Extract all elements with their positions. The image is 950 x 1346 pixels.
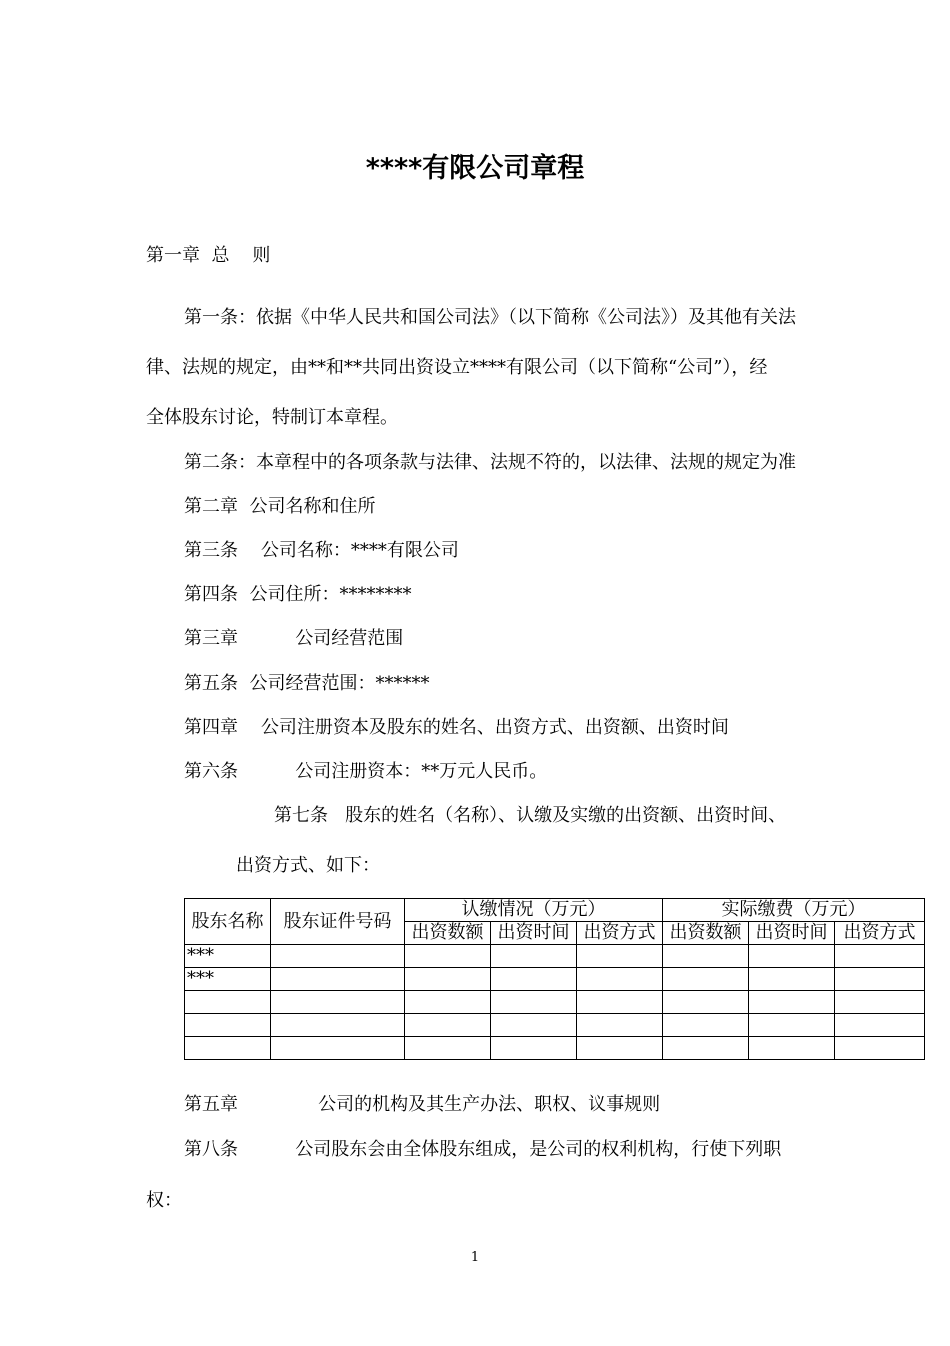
table-cell <box>271 1037 405 1060</box>
table-cell <box>405 1037 491 1060</box>
table-cell <box>491 991 577 1014</box>
table-cell <box>749 1037 835 1060</box>
shareholder-table <box>184 898 925 1060</box>
subheader-time: 出资时间 <box>491 922 577 945</box>
table-cell <box>835 945 925 968</box>
table-row <box>185 1014 925 1037</box>
table-row <box>185 968 925 991</box>
table-row <box>185 945 925 968</box>
table-cell <box>835 991 925 1014</box>
table-cell <box>271 1014 405 1037</box>
table-cell <box>577 945 663 968</box>
article-3: 第三条 公司名称：****有限公司 <box>184 540 459 561</box>
table-cell <box>749 945 835 968</box>
table-header-row <box>185 899 925 922</box>
article-4: 第四条 公司住所：******** <box>184 584 412 605</box>
table-cell <box>271 945 405 968</box>
header-paid: 实际缴费（万元） <box>663 899 925 922</box>
table-cell <box>749 1014 835 1037</box>
header-id-number: 股东证件号码 <box>271 899 405 945</box>
article-8-line-2: 权： <box>146 1190 182 1211</box>
article-1-line-1: 第一条：依据《中华人民共和国公司法》（以下简称《公司法》）及其他有关法 <box>184 307 796 328</box>
table-cell <box>271 991 405 1014</box>
table-cell <box>663 1014 749 1037</box>
subheader-amount: 出资数额 <box>405 922 491 945</box>
table-cell <box>491 945 577 968</box>
header-subscribed: 认缴情况（万元） <box>405 899 663 922</box>
article-7-line-2: 出资方式、如下： <box>236 855 380 876</box>
table-cell <box>491 1037 577 1060</box>
subheader-method: 出资方式 <box>577 922 663 945</box>
subheader-time: 出资时间 <box>749 922 835 945</box>
table-cell <box>271 968 405 991</box>
article-2: 第二条：本章程中的各项条款与法律、法规不符的，以法律、法规的规定为准 <box>184 452 796 473</box>
table-cell <box>577 1014 663 1037</box>
table-cell <box>491 968 577 991</box>
table-cell: *** <box>185 968 271 991</box>
table-cell <box>491 1014 577 1037</box>
table-cell <box>835 1037 925 1060</box>
article-8-line-1: 第八条 公司股东会由全体股东组成，是公司的权利机构，行使下列职 <box>184 1139 782 1160</box>
article-7-line-1: 第七条 股东的姓名（名称）、认缴及实缴的出资额、出资时间、 <box>274 805 787 826</box>
table-cell <box>835 1014 925 1037</box>
table-cell <box>405 945 491 968</box>
chapter-5-heading: 第五章 公司的机构及其生产办法、职权、议事规则 <box>184 1094 661 1115</box>
table-cell <box>577 1037 663 1060</box>
article-1-line-2: 律、法规的规定，由**和**共同出资设立****有限公司（以下简称“公司”），经 <box>146 357 768 378</box>
article-6: 第六条 公司注册资本：**万元人民币。 <box>184 761 548 782</box>
page-number: 1 <box>470 1250 480 1265</box>
subheader-amount: 出资数额 <box>663 922 749 945</box>
table-cell <box>405 968 491 991</box>
table-cell <box>185 991 271 1014</box>
table-cell <box>405 1014 491 1037</box>
chapter-3-heading: 第三章 公司经营范围 <box>184 628 404 649</box>
table-cell <box>663 968 749 991</box>
article-1-line-3: 全体股东讨论，特制订本章程。 <box>146 407 398 428</box>
table-cell <box>185 1037 271 1060</box>
table-row <box>185 1037 925 1060</box>
table-row <box>185 991 925 1014</box>
document-title: ****有限公司章程 <box>365 153 585 184</box>
table-cell <box>663 1037 749 1060</box>
chapter-4-heading: 第四章 公司注册资本及股东的姓名、出资方式、出资额、出资时间 <box>184 717 729 738</box>
header-shareholder-name: 股东名称 <box>185 899 271 945</box>
table-cell <box>663 945 749 968</box>
article-5: 第五条 公司经营范围：****** <box>184 673 430 694</box>
table-cell <box>405 991 491 1014</box>
chapter-1-heading: 第一章 总 则 <box>146 245 271 266</box>
table-cell <box>749 968 835 991</box>
table-cell: *** <box>185 945 271 968</box>
table-cell <box>835 968 925 991</box>
table-cell <box>749 991 835 1014</box>
subheader-method: 出资方式 <box>835 922 925 945</box>
table-cell <box>185 1014 271 1037</box>
table-cell <box>577 968 663 991</box>
table-cell <box>663 991 749 1014</box>
chapter-2-heading: 第二章 公司名称和住所 <box>184 496 376 517</box>
table-cell <box>577 991 663 1014</box>
